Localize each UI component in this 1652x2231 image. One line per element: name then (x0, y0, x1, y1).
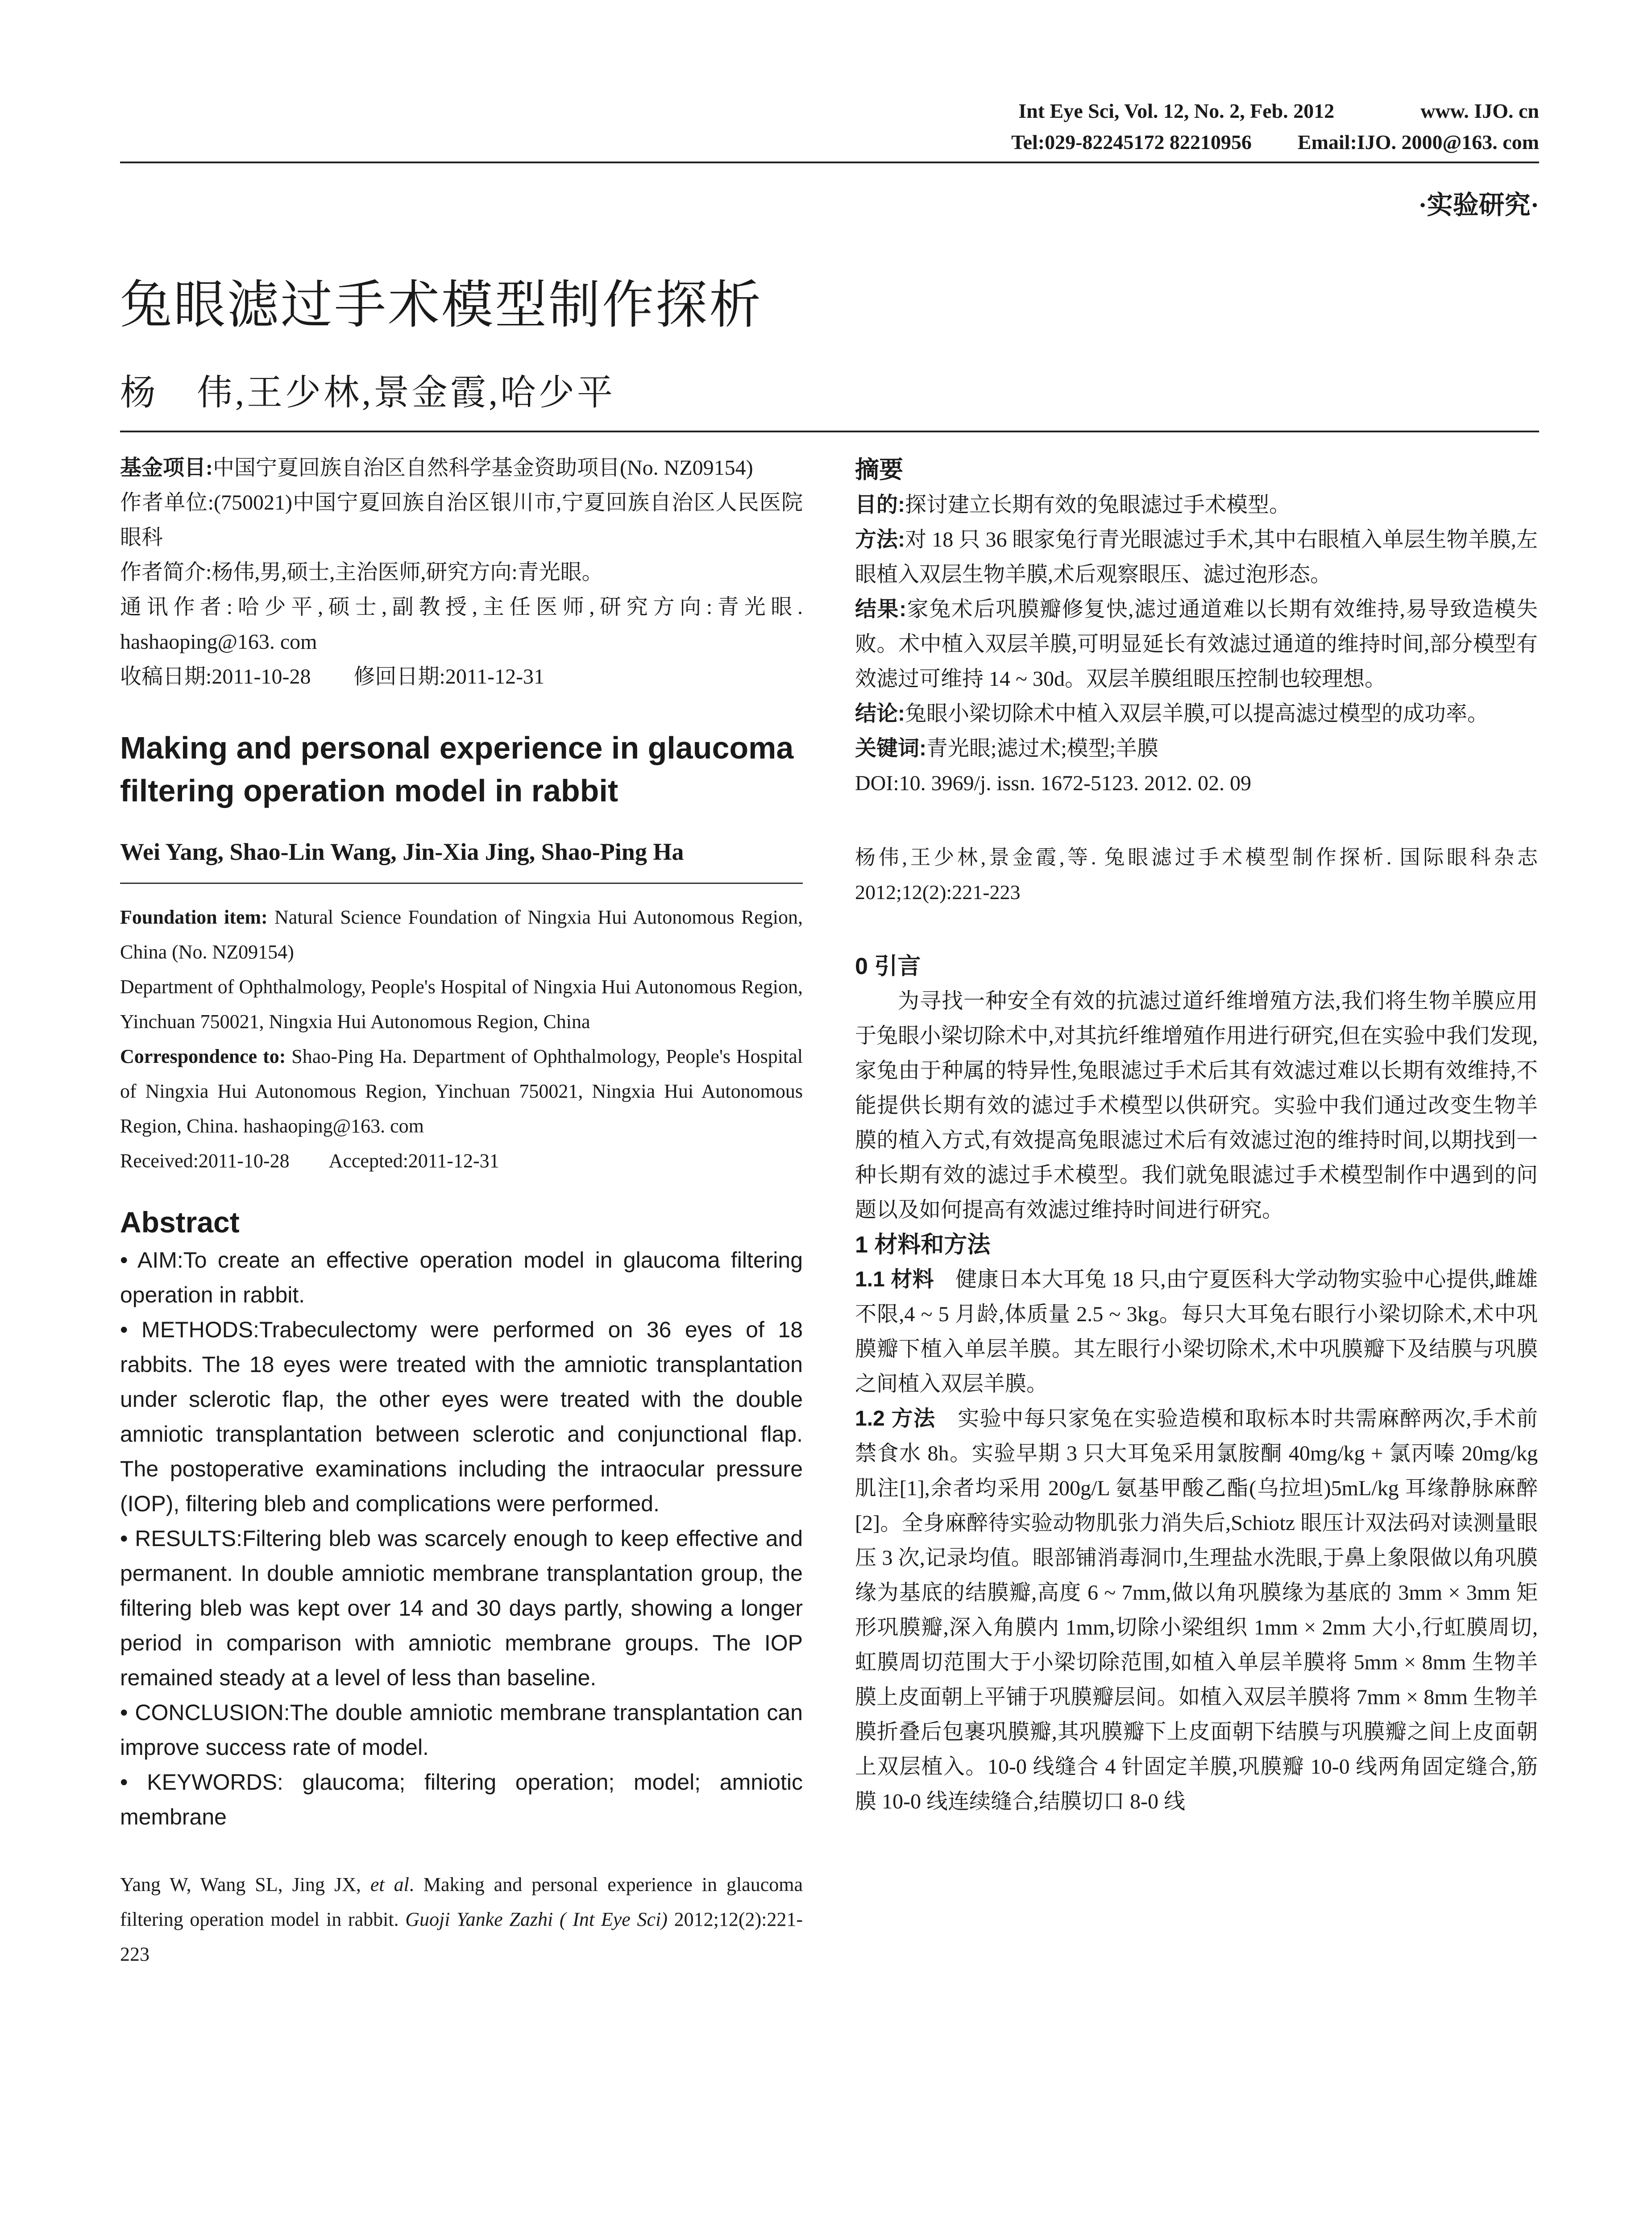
title-rule (120, 431, 1539, 432)
abstract-text: 家兔术后巩膜瓣修复快,滤过通道难以长期有效维持,易导致造模失败。术中植入双层羊膜,可明显延长有效滤过通道的维持时间,部分模型有效滤过可维持 14 ~ 30d。双层羊膜组眼压控制也较理想。 (855, 597, 1538, 691)
section-1-2-paragraph (855, 1402, 1538, 1819)
authors-cn: 杨 伟,王少林,景金霞,哈少平 (120, 373, 615, 413)
paper-title-cn: 兔眼滤过手术模型制作探析 (120, 277, 763, 334)
abstract-text: 兔眼小梁切除术中植入双层羊膜,可以提高滤过模型的成功率。 (905, 702, 1489, 726)
meta-label: Foundation item: (120, 906, 268, 928)
abstract-text: To create an effective operation model in glaucoma filtering operation in rabbit. (120, 1248, 803, 1307)
abstract-label: 方法: (855, 528, 905, 552)
meta-text: Shao-Ping Ha. Department of Ophthalmology, People's Hospital of Ningxia Hui Autonomous Region, Yinchuan 750021, Ningxia Hui Autonomous Region, China. hashaoping@163. com (120, 1045, 803, 1137)
abstract-text: 探讨建立长期有效的兔眼滤过手术模型。 (905, 493, 1291, 517)
authors-en: Wei Yang, Shao-Lin Wang, Jin-Xia Jing, Shao-Ping Ha (120, 838, 684, 865)
abstract-cn-doi: DOI:10. 3969/j. issn. 1672-5123. 2012. 02. 09 (855, 771, 1251, 795)
header-rule (120, 162, 1539, 163)
section-1-1-paragraph (855, 1262, 1538, 1402)
abstract-label: • METHODS: (120, 1317, 259, 1342)
meta-en-department: Department of Ophthalmology, People's Hospital of Ningxia Hui Autonomous Region, Yinchuan 750021, Ningxia Hui Autonomous Region, China (120, 976, 803, 1033)
abstract-label: 结果: (855, 597, 907, 621)
abstract-en-results (120, 1521, 803, 1695)
journal-citation: Int Eye Sci, Vol. 12, No. 2, Feb. 2012 (1018, 100, 1335, 122)
left-column (120, 451, 803, 1972)
journal-website: www. IJO. cn (1420, 100, 1539, 122)
abstract-cn-results (855, 592, 1538, 697)
meta-cn-dates: 收稿日期:2011-10-28 修回日期:2011-12-31 (120, 665, 545, 688)
abstract-en-keywords (120, 1765, 803, 1834)
citation-etal: et al (370, 1874, 409, 1895)
intro-paragraph: 为寻找一种安全有效的抗滤过道纤维增殖方法,我们将生物羊膜应用于兔眼小梁切除术中,对其抗纤维增殖作用进行研究,但在实验中我们发现,家兔由于种属的特异性,兔眼滤过手术后其有效滤过难以长期有效维持,不能提供长期有效的滤过手术模型以供研究。实验中我们通过改变生物羊膜的植入方式,有效提高兔眼滤过术后有效滤过泡的维持时间,以期找到一种长期有效的滤过手术模型。我们就兔眼滤过手术模型制作中遇到的问题以及如何提高有效滤过维持时间进行研究。 (855, 989, 1538, 1222)
section-1-1-text: 健康日本大耳兔 18 只,由宁夏医科大学动物实验中心提供,雌雄不限,4 ~ 5 月龄,体质量 2.5 ~ 3kg。每只大耳兔右眼行小梁切除术,术中巩膜瓣下植入单层羊膜。其左眼行小梁切除术,术中巩膜瓣下及结膜与巩膜之间植入双层羊膜。 (855, 1268, 1538, 1396)
citation-volume: 2012;12(2):221-223 (120, 1908, 803, 1965)
abstract-text: The double amniotic membrane transplantation can improve success rate of model. (120, 1700, 803, 1760)
authors-rule (120, 883, 803, 884)
abstract-label: • RESULTS: (120, 1526, 243, 1551)
section-1-2-text: 实验中每只家兔在实验造模和取标本时共需麻醉两次,手术前禁食水 8h。实验早期 3 只大耳兔采用氯胺酮 40mg/kg + 氯丙嗪 20mg/kg 肌注[1],余者均采用 200g/L 氨基甲酸乙酯(乌拉坦)5mL/kg 耳缘静脉麻醉[2]。全身麻醉待实验动物肌张力消失后,Schiotz 眼压计双法码对读测量眼压 3 次,记录均值。眼部铺消毒洞巾,生理盐水洗眼,于鼻上象限做以角巩膜缘为基底的结膜瓣,高度 6 ~ 7mm,做以角巩膜缘为基底的 3mm × 3mm 矩形巩膜瓣,深入角膜内 1mm,切除小梁组织 1mm × 2mm 大小,行虹膜周切,虹膜周切范围大于小梁切除范围,如植入单层羊膜将 5mm × 8mm 生物羊膜上皮面朝上平铺于巩膜瓣层间。如植入双层羊膜将 7mm × 8mm 生物羊膜折叠后包裹巩膜瓣,其巩膜瓣下上皮面朝下结膜与巩膜瓣之间上皮面朝上双层植入。10-0 线缝合 4 针固定羊膜,巩膜瓣 10-0 线两角固定缝合,筋膜 10-0 线连续缝合,结膜切口 8-0 线 (855, 1407, 1538, 1813)
abstract-text: Filtering bleb was scarcely enough to keep effective and permanent. In double amniotic membrane transplantation group, the filtering bleb was kept over 14 and 30 days partly, showing a longer period in comparison with amniotic membrane groups. The IOP remained steady at a level of less than baseline. (120, 1526, 803, 1690)
abstract-en-heading: Abstract (120, 1206, 240, 1239)
paper-title-en: Making and personal experience in glaucoma filtering operation model in rabbit (120, 730, 794, 808)
abstract-cn-aim (855, 488, 1538, 523)
abstract-en-aim (120, 1243, 803, 1312)
citation-cn: 杨伟,王少林,景金霞,等. 兔眼滤过手术模型制作探析. 国际眼科杂志 2012;12(2):221-223 (855, 846, 1538, 904)
citation-journal: Guoji Yanke Zazhi ( Int Eye Sci) (405, 1908, 668, 1930)
meta-en-dates: Received:2011-10-28 Accepted:2011-12-31 (120, 1150, 499, 1172)
methods-heading: 1 材料和方法 (855, 1232, 991, 1258)
abstract-en-conclusion (120, 1695, 803, 1765)
abstract-label: 关键词: (855, 737, 926, 760)
abstract-label: • KEYWORDS: (120, 1770, 283, 1795)
meta-cn-foundation (120, 451, 803, 485)
meta-en-correspondence (120, 1039, 803, 1144)
right-column (855, 451, 1538, 1819)
abstract-text: 对 18 只 36 眼家兔行青光眼滤过手术,其中右眼植入单层生物羊膜,左眼植入双层生物羊膜,术后观察眼压、滤过泡形态。 (855, 528, 1538, 586)
journal-header-line-1 (1018, 99, 1539, 123)
meta-cn-bio: 作者简介:杨伟,男,硕士,主治医师,研究方向:青光眼。 (120, 560, 603, 584)
section-tag: ·实验研究· (1418, 191, 1539, 220)
citation-en (120, 1867, 803, 1972)
journal-header-line-2 (1011, 130, 1539, 154)
abstract-cn-keywords (855, 731, 1538, 766)
abstract-text: 青光眼;滤过术;模型;羊膜 (926, 737, 1159, 760)
meta-label: Correspondence to: (120, 1045, 286, 1067)
abstract-label: 目的: (855, 493, 905, 517)
meta-label: 基金项目: (120, 456, 213, 480)
abstract-text: Trabeculectomy were performed on 36 eyes of 18 rabbits. The 18 eyes were treated with the amniotic transplantation under sclerotic flap, the other eyes were treated with the double amniotic transplantation between sclerotic and conjunctional flap. The postoperative examinations including the intraocular pressure (IOP), filtering bleb and complications were performed. (120, 1317, 803, 1516)
meta-cn-correspondence: 通讯作者:哈少平,硕士,副教授,主任医师,研究方向:青光眼. hashaoping@163. com (120, 595, 803, 654)
abstract-cn-conclusion (855, 697, 1538, 731)
section-1-1-heading: 1.1 材料 (855, 1268, 934, 1291)
journal-email: Email:IJO. 2000@163. com (1297, 131, 1539, 153)
meta-cn-affiliation: 作者单位:(750021)中国宁夏回族自治区银川市,宁夏回族自治区人民医院眼科 (120, 491, 803, 549)
meta-text: 中国宁夏回族自治区自然科学基金资助项目(No. NZ09154) (213, 456, 753, 480)
citation-title: . Making and personal experience in glaucoma filtering operation model in rabbit. (120, 1874, 803, 1930)
abstract-cn-methods (855, 523, 1538, 592)
abstract-label: • CONCLUSION: (120, 1700, 290, 1725)
section-1-2-heading: 1.2 方法 (855, 1407, 936, 1431)
abstract-label: 结论: (855, 702, 905, 726)
journal-tel: Tel:029-82245172 82210956 (1011, 131, 1252, 153)
intro-heading: 0 引言 (855, 954, 921, 979)
meta-en-foundation (120, 900, 803, 970)
abstract-en-methods (120, 1312, 803, 1521)
citation-authors: Yang W, Wang SL, Jing JX, (120, 1874, 370, 1895)
meta-text: Natural Science Foundation of Ningxia Hui Autonomous Region, China (No. NZ09154) (120, 906, 803, 963)
abstract-cn-heading: 摘要 (855, 456, 903, 483)
abstract-label: • AIM: (120, 1248, 183, 1273)
abstract-text: glaucoma; filtering operation; model; amniotic membrane (120, 1770, 803, 1829)
